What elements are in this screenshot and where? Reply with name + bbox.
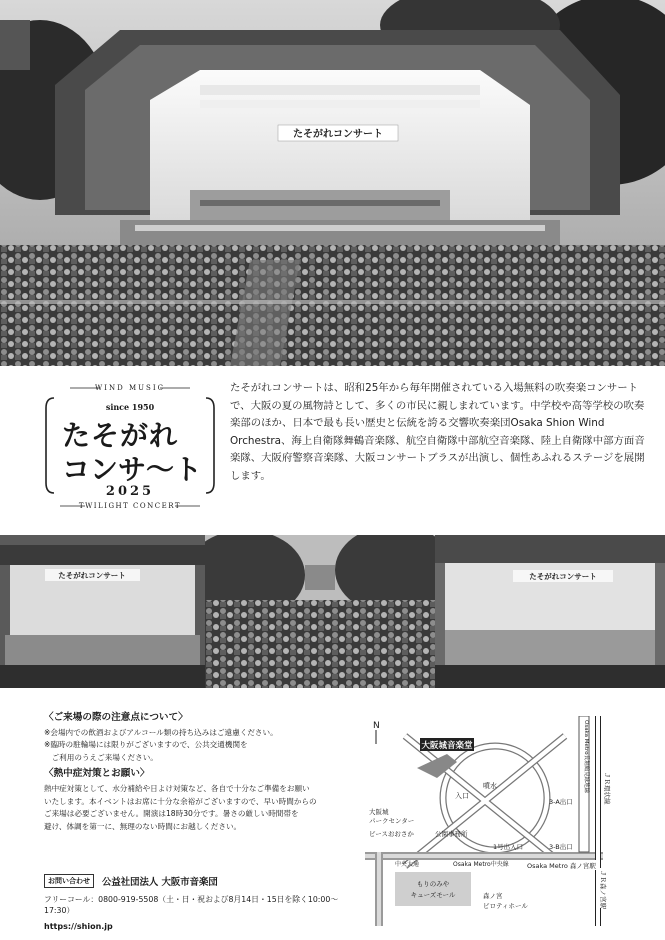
note-heat-3: ご来場は必要ございません。開演は18時30分です。暑さの厳しい時間帯を bbox=[44, 809, 299, 819]
map-morinomiya-station: Osaka Metro 森ノ宮駅 bbox=[527, 862, 596, 870]
map-piloti-1: 森ノ宮 bbox=[483, 892, 503, 900]
contact-tag: お問い合わせ bbox=[44, 874, 94, 888]
audience-photo bbox=[205, 535, 435, 688]
map-cues-mall-2: キューズモール bbox=[410, 891, 456, 899]
map-park-office: 公園事務所 bbox=[435, 830, 468, 838]
photo3-sign: たそがれコンサート bbox=[529, 572, 597, 581]
note-heat-1: 熱中症対策として、水分補給や日よけ対策など、各自で十分なご準備をお願い bbox=[44, 783, 310, 793]
map-park-center-1: 大阪城 bbox=[369, 808, 389, 816]
logo-wind-music: WIND MUSIC bbox=[95, 384, 165, 392]
map-fountain: 噴水 bbox=[483, 782, 497, 790]
map-exit-1: 1号出入口 bbox=[493, 843, 524, 851]
map-metro-nagahori: Osaka Metro長堀鶴見緑地線 bbox=[583, 720, 589, 794]
note-parking-2: ご利用のうえご来場ください。 bbox=[44, 752, 158, 762]
notes-heading-visit: 〈ご来場の際の注意点について〉 bbox=[44, 712, 188, 723]
notes-section bbox=[44, 712, 344, 833]
map-exit-3b: 3-B出口 bbox=[549, 843, 573, 851]
note-heat-2: いたします。本イベントはお席に十分な余裕がございますので、早い時間からの bbox=[44, 796, 317, 806]
contact-tel: フリーコール：0800-919-5508（土・日・祝および8月14日・15日を除く10:00〜17:30） bbox=[44, 895, 339, 915]
logo-twilight-concert: TWILIGHT CONCERT bbox=[78, 502, 182, 510]
map-piloti-2: ピロティホール bbox=[483, 902, 528, 910]
logo-year: 2025 bbox=[105, 484, 155, 499]
map-entrance: 入口 bbox=[455, 792, 469, 800]
logo-title-line2: コンサ〜ト bbox=[62, 453, 203, 486]
map-cues-mall-1: もりのみや bbox=[416, 880, 450, 888]
access-map bbox=[365, 716, 625, 926]
contact-section bbox=[44, 874, 344, 931]
stage-photo-1 bbox=[0, 535, 205, 688]
outdoor-concert-photo bbox=[0, 0, 665, 366]
map-chuo-odori: 中央大通 bbox=[395, 861, 420, 868]
map-jr-morinomiya: ＪＲ森ノ宮駅 bbox=[599, 870, 607, 909]
notes-heading-heat: 〈熱中症対策とお願い〉 bbox=[44, 768, 150, 780]
intro-paragraph: たそがれコンサートは、昭和25年から毎年開催されている入場無料の吹奏楽コンサートで、大阪の夏の風物詩として、多くの市民に親しまれています。中学校や高等学校の吹奏楽部のほか、日本で最も長い歴史と伝統を誇る交響吹奏楽団Osaka Shion Wind Orchestra、海上自衛隊舞鶴音楽隊、航空自衛隊中部航空音楽隊、陸上自衛隊中部方面音楽隊、大阪府警察音楽隊、大阪コンサートブラスが出演し、個性あふれるステージを展開します。 bbox=[230, 382, 645, 482]
photo-stage-right bbox=[435, 535, 665, 688]
map-venue-label: 大阪城音楽堂 bbox=[421, 741, 473, 751]
map-exit-3a: 3-A出口 bbox=[549, 798, 573, 806]
map-jr-loop: ＪＲ環状線 bbox=[603, 772, 611, 805]
photo-audience bbox=[205, 535, 435, 688]
note-heat-4: 避け、体調を第一に、無理のない時間にお越しください。 bbox=[44, 821, 242, 831]
photo-stage-left bbox=[0, 535, 205, 688]
photo1-sign: たそがれコンサート bbox=[58, 571, 126, 580]
note-parking-1: ※臨時の駐輪場には限りがございますので、公共交通機関を bbox=[44, 740, 248, 750]
contact-org: 公益社団法人 大阪市音楽団 bbox=[102, 877, 218, 888]
note-alcohol: ※会場内での飲酒およびアルコール類の持ち込みはご遠慮ください。 bbox=[44, 727, 278, 737]
north-label: N bbox=[373, 721, 380, 731]
map-chuo-line: Osaka Metro中央線 bbox=[453, 861, 509, 868]
stage-photo-3 bbox=[435, 535, 665, 688]
hero-photo bbox=[0, 0, 665, 366]
contact-url[interactable]: https://shion.jp bbox=[44, 922, 113, 931]
logo-title-line1: たそがれ bbox=[62, 419, 179, 452]
logo-since: since 1950 bbox=[105, 402, 155, 412]
concert-logo bbox=[40, 378, 220, 513]
hero-stage-sign: たそがれコンサート bbox=[293, 129, 383, 140]
map-peace-osaka: ピースおおさか bbox=[369, 830, 414, 838]
map-park-center-2: パークセンター bbox=[369, 817, 415, 825]
map-svg bbox=[365, 716, 625, 926]
